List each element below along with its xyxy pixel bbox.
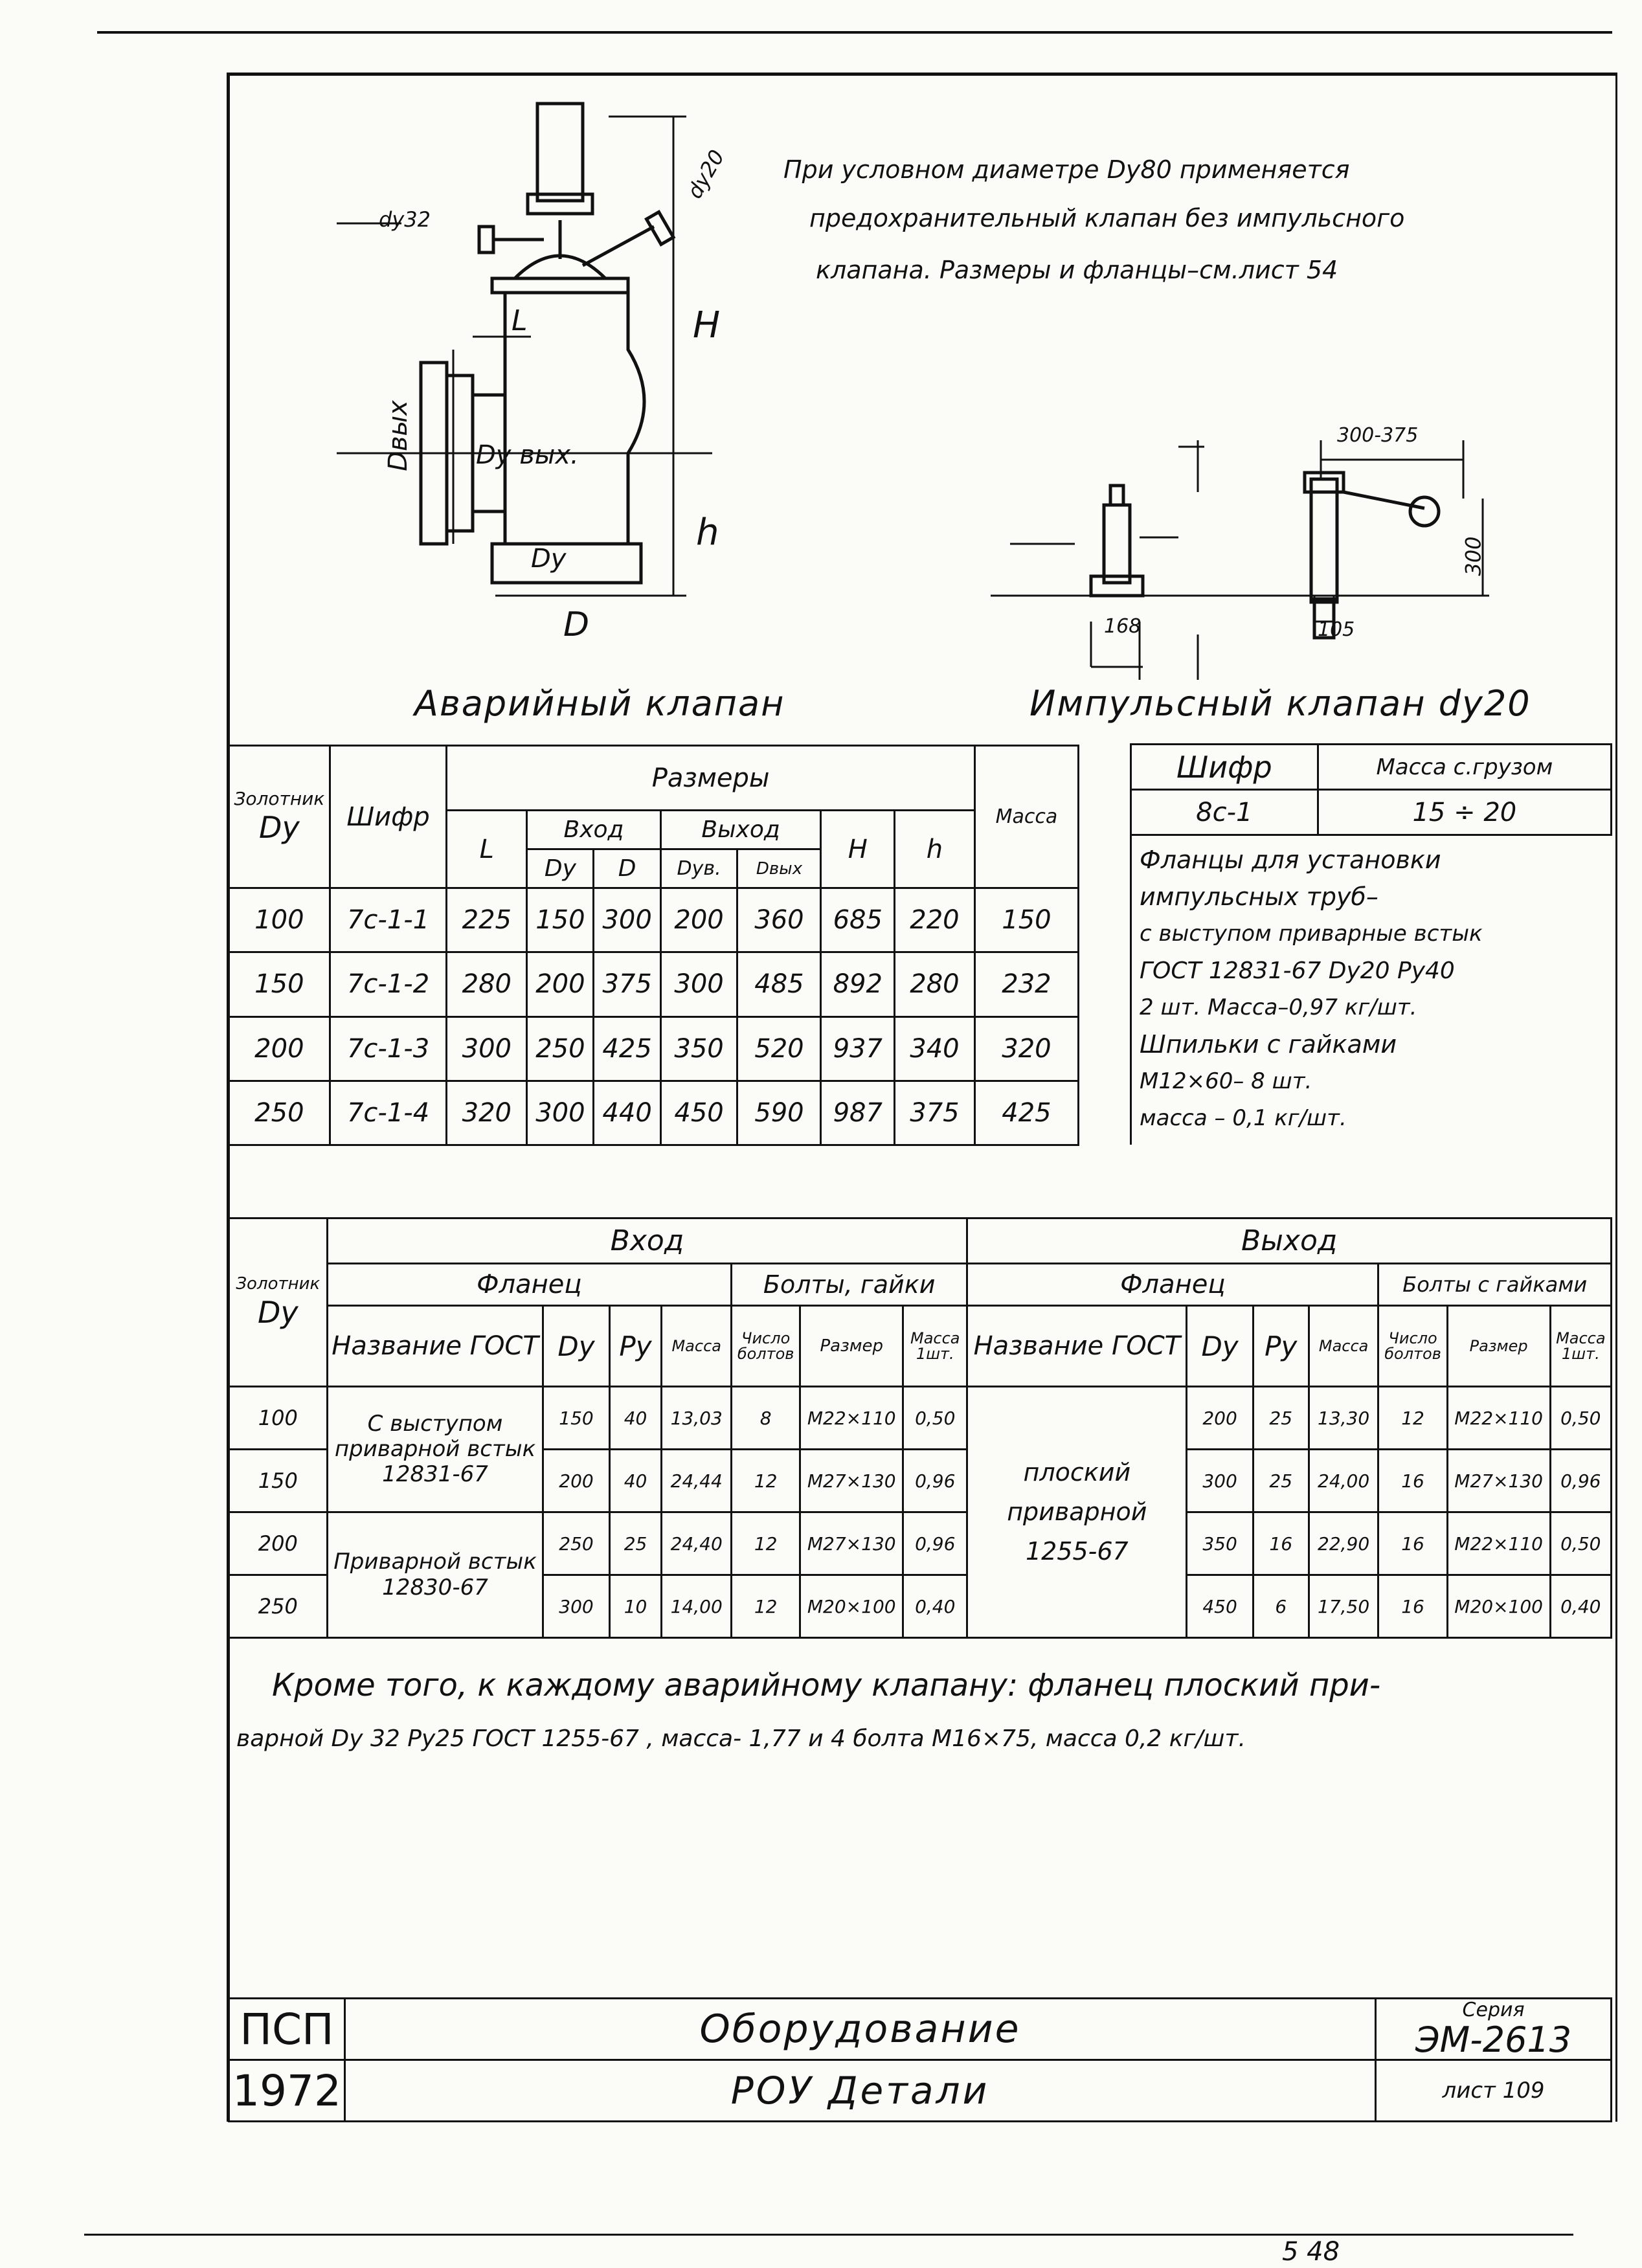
header-H: H bbox=[821, 811, 895, 888]
t2-header-in: Вход bbox=[327, 1218, 967, 1264]
dim-168: 168 bbox=[1104, 615, 1142, 638]
emergency-valve-caption: Аварийный клапан bbox=[414, 683, 785, 724]
header-in-dy: Dу bbox=[527, 849, 594, 888]
bottom-edge-line bbox=[84, 2234, 1573, 2236]
impulse-valve-drawing bbox=[984, 401, 1502, 686]
label-L: L bbox=[512, 304, 528, 337]
title-block bbox=[228, 1997, 1612, 2122]
header-sizes: Размеры bbox=[447, 746, 975, 811]
top-edge-line bbox=[97, 31, 1612, 34]
t2-header-in-name: Название ГОСТ bbox=[327, 1306, 543, 1387]
bottom-note-line-1: Кроме того, к каждому аварийному клапану: фланец плоский при- bbox=[272, 1667, 1381, 1703]
header-note-line-3: клапана. Размеры и фланцы–см.лист 54 bbox=[816, 256, 1338, 284]
t2-header-out-bolts: Болты с гайками bbox=[1378, 1264, 1612, 1306]
side-mass: 15 ÷ 20 bbox=[1318, 790, 1611, 835]
table-row: 200 Приварной встык 12830-67 250 25 24,40 12 М27×130 0,96 350 16 22,90 16 М22×110 0,50 bbox=[229, 1512, 1612, 1575]
title-block-org: ПСП bbox=[229, 1999, 345, 2060]
side-header-mass: Масса с.грузом bbox=[1318, 745, 1611, 790]
t2-header-out-name: Название ГОСТ bbox=[967, 1306, 1187, 1387]
table-row: 100 7с-1-1 225 150 300 200 360 685 220 150 bbox=[229, 888, 1079, 952]
title-block-title-1: Оборудование bbox=[344, 1999, 1375, 2060]
t2-in-name-1: С выступом приварной встык 12831-67 bbox=[327, 1387, 543, 1512]
table-row: 100 С выступом приварной встык 12831-67 150 40 13,03 8 М22×110 0,50 плоский приварной 1255-67 200 25 13,30 12 М22×110 0,50 bbox=[229, 1387, 1612, 1450]
side-code: 8с-1 bbox=[1131, 790, 1318, 835]
title-block-year: 1972 bbox=[229, 2060, 345, 2122]
t2-header-in-flange: Фланец bbox=[327, 1264, 731, 1306]
header-out: Выход bbox=[660, 811, 821, 849]
label-dy32: dу32 bbox=[379, 207, 431, 232]
label-h: h bbox=[696, 511, 719, 554]
header-out-dyv: Dув. bbox=[660, 849, 737, 888]
title-block-series: Серия ЭМ-2613 bbox=[1376, 1999, 1612, 2060]
table-row: 150 200 40 24,44 12 М27×130 0,96 300 25 24,00 16 М27×130 0,96 bbox=[229, 1450, 1612, 1512]
label-dy: Dу bbox=[531, 544, 567, 574]
label-H: H bbox=[693, 304, 721, 346]
impulse-valve-table bbox=[1130, 743, 1612, 836]
label-D: D bbox=[563, 605, 590, 644]
header-code: Шифр bbox=[330, 746, 447, 888]
header-note-line-1: При условном диаметре Dу80 применяется bbox=[783, 155, 1350, 184]
header-L: L bbox=[447, 811, 527, 888]
header-h: h bbox=[895, 811, 975, 888]
label-dvyh: Dвых bbox=[383, 400, 413, 471]
table-row: 150 7с-1-2 280 200 375 300 485 892 280 232 bbox=[229, 952, 1079, 1016]
header-note-line-2: предохранительный клапан без импульсного bbox=[809, 204, 1405, 232]
dimensions-table bbox=[228, 745, 1079, 1146]
side-notes: Фланцы для установки импульсных труб– с выступом приварные встык ГОСТ 12831-67 Dу20 Pу40 2 шт. Масса–0,97 кг/шт. Шпильки с гайками М12×60– 8 шт. масса – 0,1 кг/шт. bbox=[1140, 846, 1483, 1131]
table-row: 250 300 10 14,00 12 М20×100 0,40 450 6 17,50 16 М20×100 0,40 bbox=[229, 1575, 1612, 1638]
table-row: 200 7с-1-3 300 250 425 350 520 937 340 320 bbox=[229, 1016, 1079, 1081]
flanges-bolts-table: Золотник Dу Вход Выход Фланец Болты, гайки Фланец Болты с гайками Название ГОСТ Dу Pу Масса Число болтов Размер Масса 1шт. Название ГОСТ Dу Pу Масса Число болтов Размер Масса 1шт. 100 С выступом приварной встык 12831-67 150 40 13,03 8 М22×110 0,50 плоский приварной 1255-67 200 25 13,30 12 М22×110 0,50 150 200 40 24,44 12 М27×130 0,96 300 25 24,00 16 М27×130 0,96 200 Приварной встык 12830-67 250 25 24,40 12 М27×130 0,96 350 16 22,90 16 М22×110 0,50 250 300 10 14,00 12 М20×100 0,40 450 6 17,50 16 М20×100 0,40 bbox=[228, 1217, 1612, 1639]
t2-header-out-flange: Фланец bbox=[967, 1264, 1378, 1306]
header-out-dvyh: Dвых bbox=[737, 849, 821, 888]
dim-300-375: 300-375 bbox=[1337, 424, 1419, 447]
title-block-sheet: лист 109 bbox=[1376, 2060, 1612, 2122]
dim-300: 300 bbox=[1461, 536, 1486, 576]
bottom-note-line-2: варной Dу 32 Pу25 ГОСТ 1255-67 , масса- 1,77 и 4 болта М16×75, масса 0,2 кг/шт. bbox=[236, 1725, 1246, 1752]
t2-header-in-bolts: Болты, гайки bbox=[732, 1264, 967, 1306]
impulse-valve-caption: Импульсный клапан dу20 bbox=[1029, 683, 1531, 724]
t2-header-valve-dy: Золотник Dу bbox=[229, 1218, 328, 1387]
header-mass: Масса bbox=[974, 746, 1078, 888]
page-number: 5 48 bbox=[1282, 2237, 1340, 2267]
dim-105: 105 bbox=[1318, 618, 1355, 641]
side-header-code: Шифр bbox=[1131, 745, 1318, 790]
table-row: 250 7с-1-4 320 300 440 450 590 987 375 425 bbox=[229, 1081, 1079, 1145]
header-in-D: D bbox=[594, 849, 660, 888]
label-dy20: dу20 bbox=[682, 145, 730, 203]
side-notes-left-border bbox=[1130, 834, 1132, 1145]
header-valve-dy: Золотник Dу bbox=[229, 746, 330, 888]
t2-header-out: Выход bbox=[967, 1218, 1612, 1264]
t2-in-name-2: Приварной встык 12830-67 bbox=[327, 1512, 543, 1638]
t2-out-name: плоский приварной 1255-67 bbox=[967, 1387, 1187, 1638]
emergency-valve-drawing bbox=[272, 91, 803, 673]
title-block-title-2: РОУ Детали bbox=[344, 2060, 1375, 2122]
header-in: Вход bbox=[527, 811, 660, 849]
label-dy-vyh: Dу вых. bbox=[476, 440, 579, 470]
